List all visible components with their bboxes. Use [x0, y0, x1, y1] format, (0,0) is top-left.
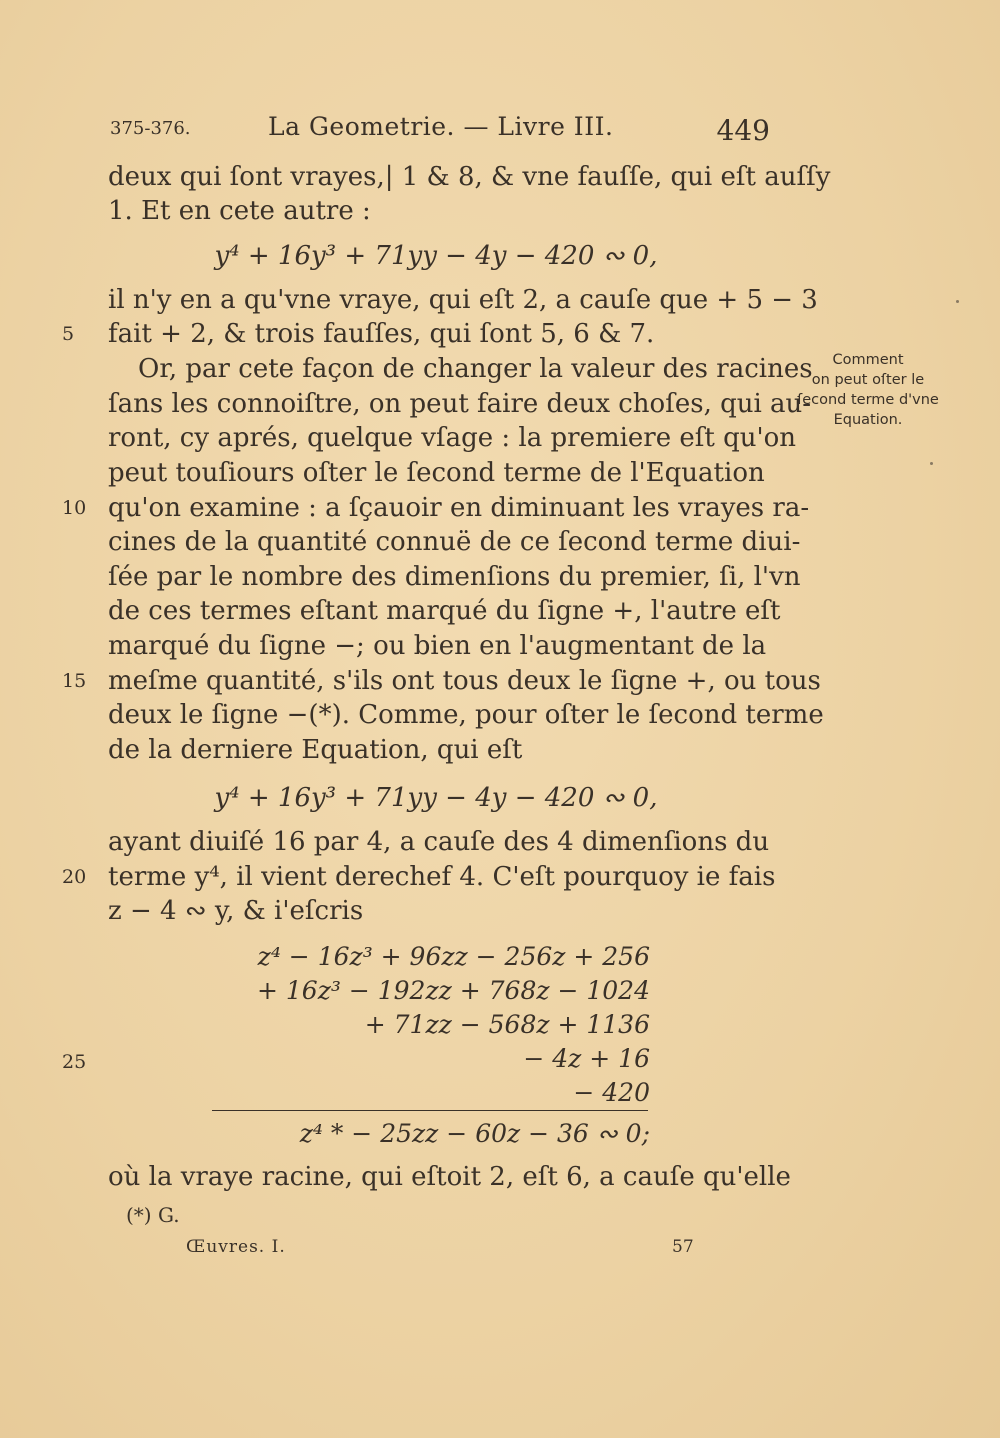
margin-note-line: ſecond terme d'vne: [797, 392, 939, 408]
equation: y⁴ + 16y³ + 71yy − 4y − 420 ∾ 0,: [214, 783, 658, 813]
text-line: meſme quantité, s'ils ont tous deux le ſigne +, ou tous: [108, 666, 821, 696]
line-number: 10: [62, 497, 87, 519]
calculation-row: − 4z + 16: [523, 1044, 650, 1073]
text-line: terme y⁴, il vient derechef 4. C'eſt pourquoy ie fais: [108, 862, 776, 892]
calculation-row: − 420: [573, 1078, 650, 1107]
page-range: 375-376.: [110, 118, 191, 139]
text-line: deux qui ſont vrayes,| 1 & 8, & vne fauſſe, qui eſt auſſy: [108, 162, 831, 192]
margin-note-line: on peut oſter le: [811, 372, 925, 388]
paper-speck: [930, 462, 933, 465]
footnote: (*) G.: [126, 1203, 180, 1227]
page-number: 449: [716, 114, 770, 147]
text-line: ront, cy aprés, quelque vſage : la premiere eſt qu'on: [108, 423, 797, 453]
text-line: de la derniere Equation, qui eſt: [108, 735, 523, 765]
footer-signature: 57: [672, 1237, 694, 1257]
text-line: z − 4 ∾ y, & i'eſcris: [108, 896, 364, 926]
text-line: ſée par le nombre des dimenſions du premier, ſi, l'vn: [108, 562, 801, 592]
calculation-row: + 16z³ − 192zz + 768z − 1024: [257, 976, 650, 1005]
equation: y⁴ + 16y³ + 71yy − 4y − 420 ∾ 0,: [214, 241, 658, 271]
calculation-result: z⁴ * − 25zz − 60z − 36 ∾ 0;: [299, 1119, 650, 1148]
calculation-row: + 71zz − 568z + 1136: [364, 1010, 650, 1039]
margin-note-line: Comment: [832, 352, 904, 368]
line-number: 25: [62, 1051, 87, 1073]
text-line: peut touſiours oſter le ſecond terme de l'Equation: [108, 458, 765, 488]
text-line: marqué du ſigne −; ou bien en l'augmentant de la: [108, 631, 767, 661]
line-number: 5: [62, 323, 75, 345]
running-title: La Geometrie. — Livre III.: [268, 112, 614, 141]
paper-speck: [956, 300, 959, 303]
text-line: qu'on examine : a ſçauoir en diminuant les vrayes ra-: [108, 493, 810, 523]
text-line: où la vraye racine, qui eſtoit 2, eſt 6, a cauſe qu'elle: [108, 1162, 791, 1192]
text-line: deux le ſigne −(*). Comme, pour oſter le ſecond terme: [108, 700, 824, 730]
running-header: [110, 112, 770, 152]
margin-note: [786, 350, 950, 430]
text-line: cines de la quantité connuë de ce ſecond terme diui-: [108, 527, 801, 557]
footer-volume: Œuvres. I.: [186, 1237, 286, 1257]
text-line: fait + 2, & trois fauſſes, qui ſont 5, 6 & 7.: [108, 319, 655, 349]
text-line: Or, par cete façon de changer la valeur des racines: [138, 354, 813, 384]
text-line: 1. Et en cete autre :: [108, 196, 371, 226]
text-line: il n'y en a qu'vne vraye, qui eſt 2, a cauſe que + 5 − 3: [108, 285, 818, 315]
line-number: 15: [62, 670, 87, 692]
sum-rule: [212, 1110, 648, 1111]
calculation-row: z⁴ − 16z³ + 96zz − 256z + 256: [257, 942, 650, 971]
text-line: de ces termes eſtant marqué du ſigne +, l'autre eſt: [108, 596, 781, 626]
text-line: ſans les connoiſtre, on peut faire deux choſes, qui au-: [108, 389, 812, 419]
text-line: ayant diuiſé 16 par 4, a cauſe des 4 dimenſions du: [108, 827, 770, 857]
line-number: 20: [62, 866, 87, 888]
margin-note-line: Equation.: [833, 412, 903, 428]
